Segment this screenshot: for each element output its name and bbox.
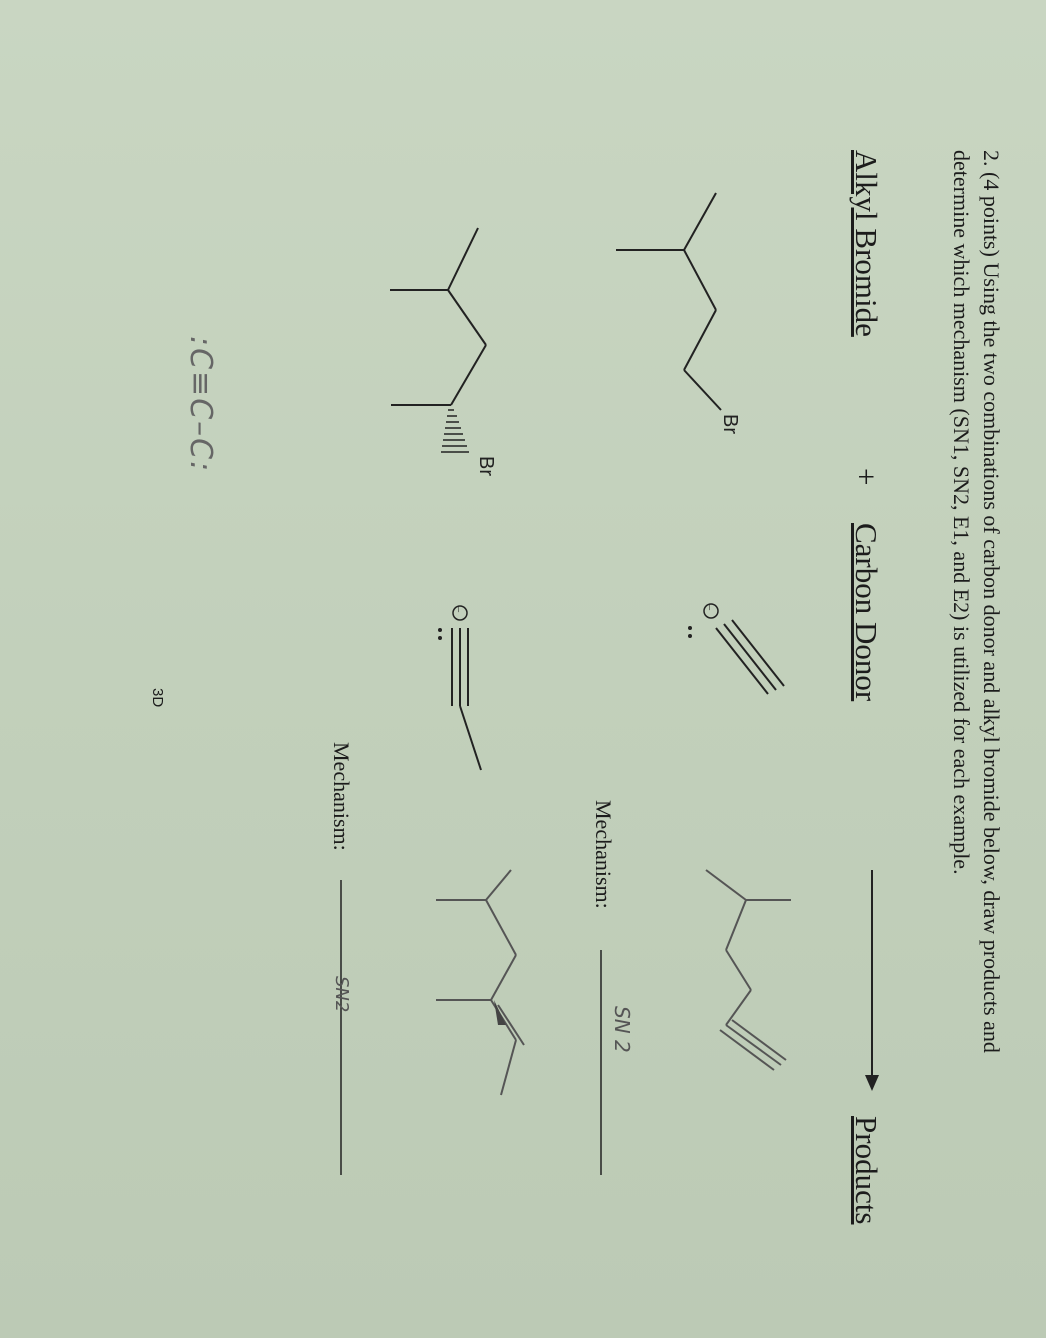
- question-line-2: determine which mechanism (SN1, SN2, E1, and E2) is utilized for each example.: [949, 150, 974, 875]
- handwritten-scratch: :C≡C–C:: [183, 336, 218, 474]
- lone-pair-dot: [688, 634, 692, 638]
- lone-pair-dot: [688, 626, 692, 630]
- lone-pair-dot: [438, 636, 442, 640]
- question-line-1: 2. (4 points) Using the two combinations of carbon donor and alkyl bromide below, draw products and: [979, 150, 1004, 1053]
- br-label-2: Br: [475, 456, 497, 476]
- mechanism-answer-2: SN2: [331, 976, 352, 1013]
- mechanism-answer-1: SN 2: [610, 1006, 634, 1053]
- carbon-donor-2: [452, 628, 481, 770]
- mechanism-label-1: Mechanism:: [591, 800, 616, 909]
- lone-pair-dot: [438, 628, 442, 632]
- page-number: 3D: [149, 688, 166, 708]
- product-2: [436, 870, 524, 1095]
- charge-2: –: [453, 607, 464, 612]
- mechanism-label-2: Mechanism:: [329, 742, 354, 851]
- carbon-donor-1: [716, 620, 784, 694]
- alkyl-bromide-2: [390, 228, 486, 405]
- alkyl-bromide-header: Alkyl Bromide: [849, 150, 884, 337]
- charge-1: –: [704, 605, 715, 610]
- products-header: Products: [849, 1116, 884, 1225]
- product-1: [706, 870, 791, 1070]
- br-label-1: Br: [719, 414, 741, 434]
- hashed-wedge: [441, 410, 469, 452]
- plus-sign: +: [849, 468, 884, 486]
- carbon-donor-header: Carbon Donor: [849, 523, 884, 702]
- reaction-arrow: [865, 870, 879, 1091]
- alkyl-bromide-1: [616, 193, 721, 410]
